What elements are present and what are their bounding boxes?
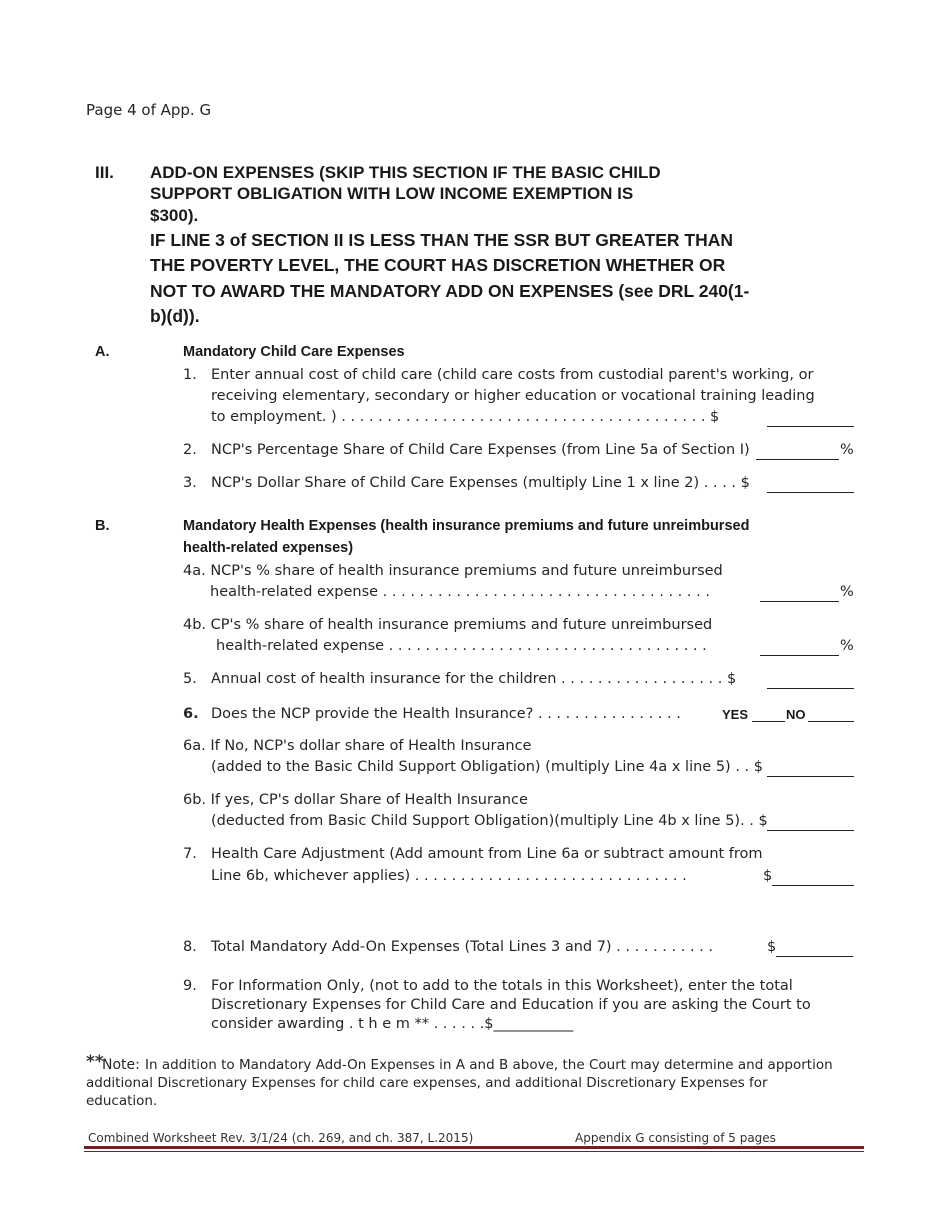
line-number: 3. <box>183 475 197 491</box>
footer-rule <box>84 1146 864 1149</box>
line4b-text: health-related expense . . . . . . . . . . . . . . . . . . . . . . . . . . . . . . . . . . . <box>216 638 707 654</box>
part-b-heading: Mandatory Health Expenses (health insurance premiums and future unreimbursed <box>183 518 750 534</box>
section-title-line: ADD-ON EXPENSES (SKIP THIS SECTION IF THE BASIC CHILD <box>150 163 661 182</box>
line5-text: Annual cost of health insurance for the children . . . . . . . . . . . . . . . . . . $ <box>211 671 737 687</box>
line6a-amount-field[interactable] <box>767 762 854 777</box>
line7-text: Health Care Adjustment (Add amount from Line 6a or subtract amount from <box>211 846 763 862</box>
line2-percent-field[interactable] <box>756 445 839 460</box>
line9-text: consider awarding . t h e m ** . . . . . .$___________ <box>211 1016 574 1032</box>
line4a-text: 4a. NCP's % share of health insurance premiums and future unreimbursed <box>183 563 723 579</box>
line1-amount-field[interactable] <box>767 412 854 427</box>
line-number: 7. <box>183 846 197 862</box>
note-text: education. <box>86 1093 158 1109</box>
line6a-text: 6a. If No, NCP's dollar share of Health Insurance <box>183 738 532 754</box>
line6b-text: (deducted from Basic Child Support Obligation)(multiply Line 4b x line 5). . $ <box>211 813 768 829</box>
line9-text: For Information Only, (not to add to the totals in this Worksheet), enter the total <box>211 978 793 994</box>
percent-sign: % <box>840 442 854 458</box>
line8-amount-field[interactable] <box>776 942 853 957</box>
line8-text: Total Mandatory Add-On Expenses (Total Lines 3 and 7) . . . . . . . . . . . <box>211 939 713 955</box>
section-sub-line: THE POVERTY LEVEL, THE COURT HAS DISCRETION WHETHER OR <box>150 255 726 275</box>
percent-sign: % <box>840 584 854 600</box>
line5-amount-field[interactable] <box>767 674 854 689</box>
line6b-amount-field[interactable] <box>767 816 854 831</box>
line-number: 6. <box>183 706 199 722</box>
note-label: Note: <box>102 1057 140 1073</box>
line-number: 9. <box>183 978 197 994</box>
no-answer-field[interactable] <box>808 707 854 722</box>
note-text: additional Discretionary Expenses for child care expenses, and additional Discretionary Expenses for <box>86 1075 768 1091</box>
line6b-text: 6b. If yes, CP's dollar Share of Health Insurance <box>183 792 528 808</box>
line4a-text: health-related expense . . . . . . . . . . . . . . . . . . . . . . . . . . . . . . . . . . . . <box>210 584 710 600</box>
yes-label: YES <box>722 707 749 722</box>
footer-left: Combined Worksheet Rev. 3/1/24 (ch. 269, and ch. 387, L.2015) <box>88 1131 474 1145</box>
percent-sign: % <box>840 638 854 654</box>
part-b-heading: health-related expenses) <box>183 540 354 556</box>
line4b-text: 4b. CP's % share of health insurance premiums and future unreimbursed <box>183 617 713 633</box>
line4b-percent-field[interactable] <box>760 641 839 656</box>
no-label: NO <box>786 707 806 722</box>
line7-text: Line 6b, whichever applies) . . . . . . . . . . . . . . . . . . . . . . . . . . . . . . <box>211 868 687 884</box>
section-title-line: $300). <box>150 206 199 225</box>
line2-text: NCP's Percentage Share of Child Care Expenses (from Line 5a of Section I) <box>211 442 750 458</box>
yes-answer-field[interactable] <box>752 707 785 722</box>
line6-text: Does the NCP provide the Health Insurance? . . . . . . . . . . . . . . . . <box>211 706 681 722</box>
line-number: 8. <box>183 939 197 955</box>
part-a-letter: A. <box>95 344 110 360</box>
line7-amount-field[interactable] <box>772 871 854 886</box>
section-sub-line: b)(d)). <box>150 306 200 326</box>
line1-text: to employment. ) . . . . . . . . . . . . . . . . . . . . . . . . . . . . . . . . . . . . . . . . $ <box>211 409 720 425</box>
line1-text: Enter annual cost of child care (child care costs from custodial parent's working, or <box>211 367 814 383</box>
section-numeral: III. <box>95 163 114 182</box>
line1-text: receiving elementary, secondary or higher education or vocational training leading <box>211 388 815 404</box>
section-sub-line: IF LINE 3 of SECTION II IS LESS THAN THE SSR BUT GREATER THAN <box>150 230 734 250</box>
line-number: 1. <box>183 367 197 383</box>
footer-rule-thin <box>84 1151 864 1152</box>
part-b-letter: B. <box>95 518 110 534</box>
line9-text: Discretionary Expenses for Child Care and Education if you are asking the Court to <box>211 997 811 1013</box>
line-number: 2. <box>183 442 197 458</box>
dollar-sign: $ <box>763 868 773 884</box>
page-header: Page 4 of App. G <box>86 101 212 119</box>
note-mark: ** <box>86 1052 104 1072</box>
dollar-sign: $ <box>767 939 777 955</box>
line3-text: NCP's Dollar Share of Child Care Expenses (multiply Line 1 x line 2) . . . . $ <box>211 475 750 491</box>
footer-right: Appendix G consisting of 5 pages <box>575 1131 776 1145</box>
section-title-line: SUPPORT OBLIGATION WITH LOW INCOME EXEMPTION IS <box>150 184 634 203</box>
section-sub-line: NOT TO AWARD THE MANDATORY ADD ON EXPENSES (see DRL 240(1- <box>150 281 750 301</box>
line3-amount-field[interactable] <box>767 478 854 493</box>
line6a-text: (added to the Basic Child Support Obligation) (multiply Line 4a x line 5) . . $ <box>211 759 763 775</box>
note-text: In addition to Mandatory Add-On Expenses in A and B above, the Court may determine and apportion <box>145 1057 833 1073</box>
line4a-percent-field[interactable] <box>760 587 839 602</box>
line-number: 5. <box>183 671 197 687</box>
part-a-heading: Mandatory Child Care Expenses <box>183 344 405 360</box>
